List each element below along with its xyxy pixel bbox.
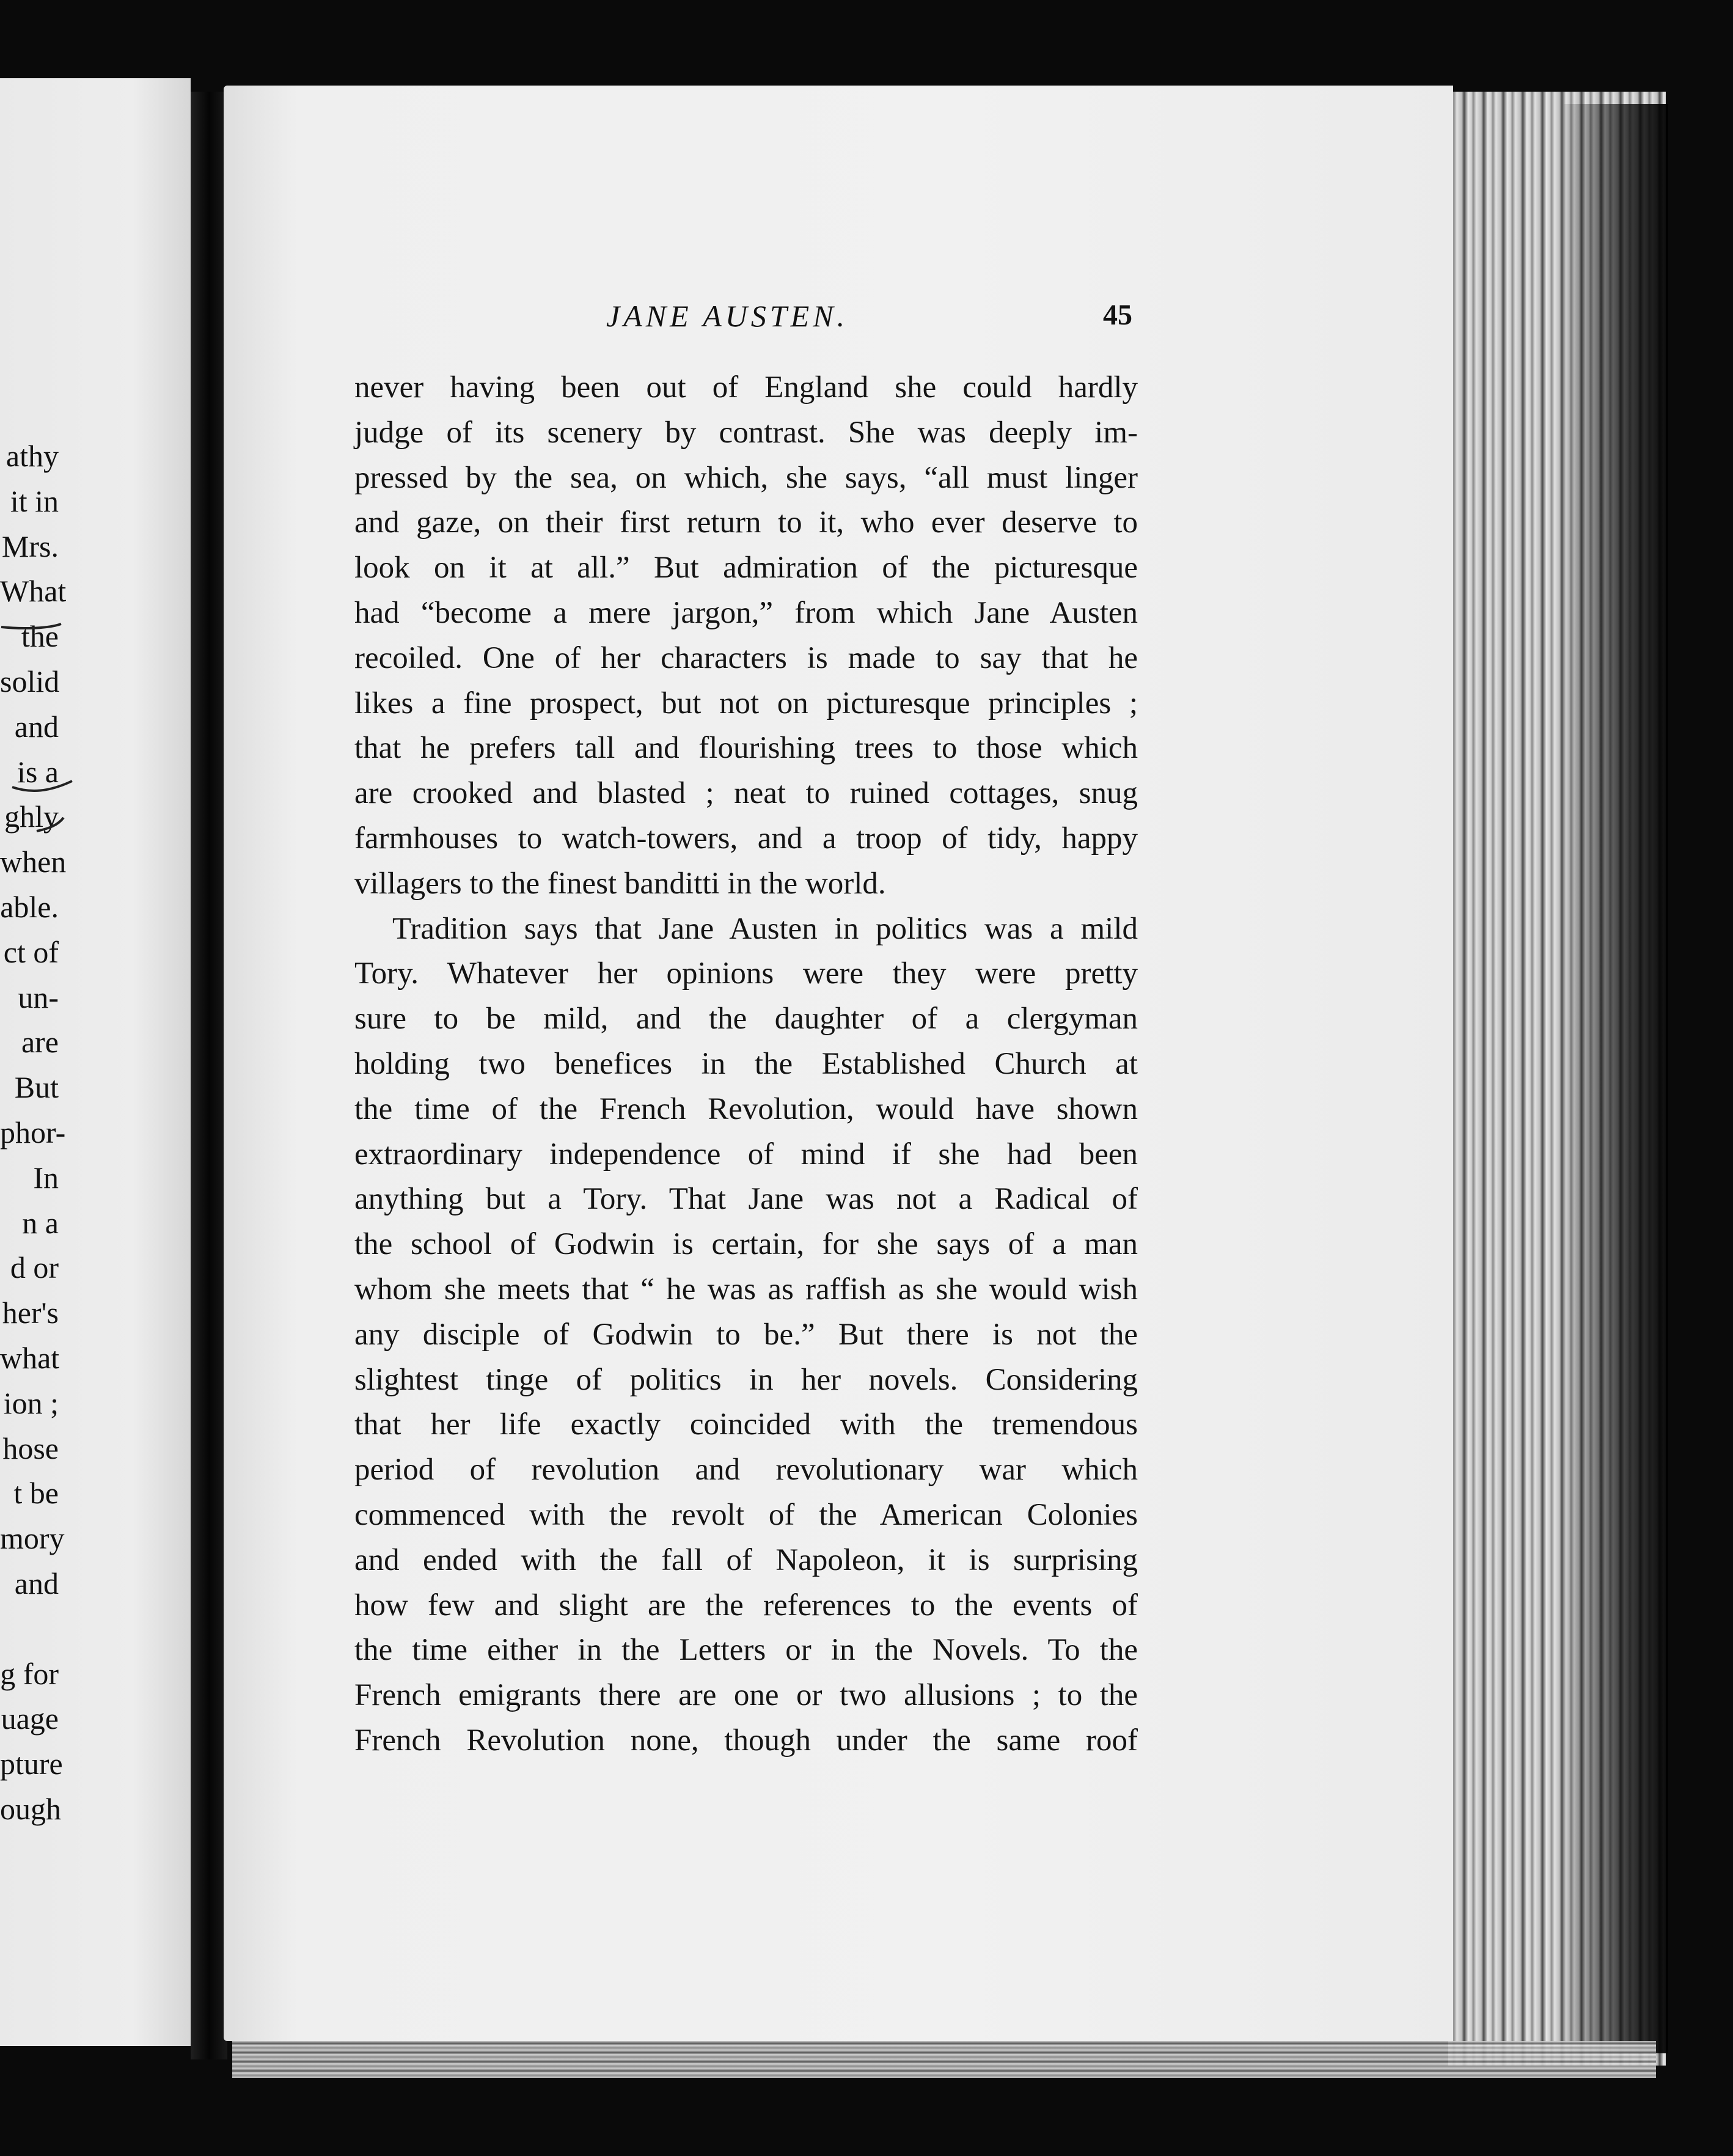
left-page-fragment bbox=[0, 1607, 59, 1652]
left-page-fragment: what bbox=[0, 1340, 60, 1375]
left-page-fragment: athy bbox=[5, 439, 59, 473]
text-line: commenced with the revolt of the American Colonies bbox=[354, 1497, 1138, 1532]
text-line: holding two benefices in the Established Church at bbox=[354, 1046, 1138, 1081]
left-page-fragment: But bbox=[14, 1070, 59, 1105]
text-line: Tory. Whatever her opinions were they were pretty bbox=[354, 956, 1138, 991]
left-page-fragment: is a bbox=[16, 754, 59, 789]
left-page-fragment: What bbox=[0, 574, 67, 609]
text-line: anything but a Tory. That Jane was not a Radical of bbox=[354, 1182, 1138, 1217]
left-page-text-fragments bbox=[0, 434, 67, 1832]
text-line: the time of the French Revolution, would have shown bbox=[354, 1091, 1138, 1126]
left-page-fragment: the bbox=[21, 619, 59, 654]
text-line: had “become a mere jargon,” from which Jane Austen bbox=[354, 595, 1138, 630]
left-page-fragment: d or bbox=[10, 1250, 59, 1285]
text-line: French Revolution none, though under the same roof bbox=[354, 1723, 1138, 1758]
left-page-fragment: it in bbox=[10, 483, 59, 518]
left-page-fragment: t be bbox=[13, 1476, 59, 1511]
left-page-fragment: ct of bbox=[3, 934, 59, 969]
text-line: that her life exactly coincided with the tremendous bbox=[354, 1407, 1138, 1442]
text-line: French emigrants there are one or two allusions ; to the bbox=[354, 1678, 1138, 1713]
text-line: judge of its scenery by contrast. She was deeply im- bbox=[354, 415, 1138, 450]
page-edges-shadow bbox=[1564, 104, 1668, 2053]
text-line: any disciple of Godwin to be.” But there is not the bbox=[354, 1317, 1138, 1352]
text-line: likes a fine prospect, but not on picturesque principles ; bbox=[354, 686, 1138, 721]
left-facing-page bbox=[0, 78, 191, 2046]
text-line: period of revolution and revolutionary war which bbox=[354, 1453, 1138, 1487]
text-line: slightest tinge of politics in her novels. Considering bbox=[354, 1362, 1138, 1397]
left-page-fragment: phor- bbox=[0, 1115, 66, 1150]
page-header bbox=[354, 298, 1137, 347]
text-line: extraordinary independence of mind if she had been bbox=[354, 1137, 1138, 1172]
text-line: and ended with the fall of Napoleon, it is surprising bbox=[354, 1542, 1138, 1577]
left-page-fragment: In bbox=[33, 1160, 59, 1195]
left-page-fragment: Mrs. bbox=[1, 529, 59, 563]
left-page-fragment: hose bbox=[2, 1431, 59, 1465]
left-page-fragment: her's bbox=[2, 1296, 59, 1330]
text-line: whom she meets that “ he was as raffish as she would wish bbox=[354, 1272, 1138, 1307]
left-page-fragment: ghly bbox=[4, 799, 59, 834]
text-line: and gaze, on their first return to it, who ever deserve to bbox=[354, 505, 1138, 540]
body-text bbox=[354, 365, 1138, 1764]
left-page-fragment: solid bbox=[0, 664, 60, 698]
left-page-fragment: are bbox=[21, 1025, 59, 1060]
left-page-fragment: ion ; bbox=[3, 1385, 59, 1420]
left-page-fragment: and bbox=[14, 1566, 59, 1601]
left-page-fragment: when bbox=[0, 845, 67, 879]
left-page-fragment: ough bbox=[0, 1791, 61, 1826]
left-page-fragment: mory bbox=[0, 1521, 65, 1556]
text-line: that he prefers tall and flourishing trees to those which bbox=[354, 731, 1138, 766]
text-line: farmhouses to watch-towers, and a troop of tidy, happy bbox=[354, 821, 1138, 856]
text-line: recoiled. One of her characters is made to say that he bbox=[354, 640, 1138, 675]
left-page-fragment: pture bbox=[0, 1747, 63, 1781]
text-line: never having been out of England she could hardly bbox=[354, 370, 1138, 405]
left-page-fragment: and bbox=[14, 709, 59, 744]
text-line: pressed by the sea, on which, she says, “all must linger bbox=[354, 460, 1138, 495]
text-line: how few and slight are the references to the events of bbox=[354, 1588, 1138, 1623]
text-line: sure to be mild, and the daughter of a clergyman bbox=[354, 1002, 1138, 1036]
bottom-page-edges bbox=[232, 2041, 1656, 2078]
text-line: the time either in the Letters or in the Novels. To the bbox=[354, 1633, 1138, 1668]
left-page-fragment: un- bbox=[18, 980, 59, 1014]
book-gutter bbox=[191, 92, 227, 2059]
text-line: villagers to the finest banditti in the world. bbox=[354, 866, 886, 901]
left-page-fragment: n a bbox=[22, 1205, 59, 1240]
text-line: are crooked and blasted ; neat to ruined cottages, snug bbox=[354, 776, 1138, 811]
text-line: the school of Godwin is certain, for she says of a man bbox=[354, 1227, 1138, 1262]
text-line: look on it at all.” But admiration of the picturesque bbox=[354, 551, 1138, 585]
left-page-fragment: uage bbox=[1, 1701, 59, 1736]
left-page-fragment: able. bbox=[0, 889, 59, 924]
text-line: Tradition says that Jane Austen in politics was a mild bbox=[392, 911, 1138, 946]
page-number: 45 bbox=[1103, 299, 1132, 331]
running-head: JANE AUSTEN. bbox=[606, 299, 849, 333]
left-page-fragment: g for bbox=[0, 1656, 59, 1691]
